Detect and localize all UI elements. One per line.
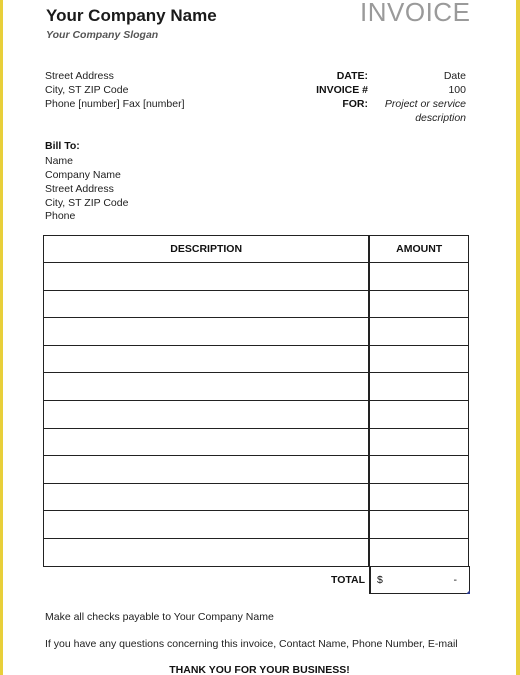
total-amount-cell[interactable] [369, 566, 470, 594]
amount-cell[interactable] [369, 345, 468, 373]
description-cell[interactable] [44, 511, 370, 539]
description-cell[interactable] [44, 538, 370, 566]
description-cell[interactable] [44, 428, 370, 456]
description-cell[interactable] [44, 290, 370, 318]
table-row [44, 373, 469, 401]
description-cell[interactable] [44, 456, 370, 484]
description-header: DESCRIPTION [44, 236, 370, 263]
bill-to-name: Name [45, 155, 74, 167]
table-row [44, 290, 469, 318]
description-cell[interactable] [44, 483, 370, 511]
table-row [44, 400, 469, 428]
line-items-table [43, 235, 469, 567]
company-city: City, ST ZIP Code [45, 84, 129, 96]
total-value: - [453, 574, 457, 586]
company-phone-fax: Phone [number] Fax [number] [45, 98, 185, 110]
thank-you-note: THANK YOU FOR YOUR BUSINESS! [169, 664, 350, 675]
line-items-body [44, 263, 469, 567]
bill-to-phone: Phone [45, 210, 76, 222]
bill-to-street: Street Address [45, 183, 114, 195]
bill-to-city: City, ST ZIP Code [45, 197, 129, 209]
description-cell[interactable] [44, 263, 370, 291]
amount-cell[interactable] [369, 483, 468, 511]
amount-cell[interactable] [369, 373, 468, 401]
for-label: FOR: [342, 98, 368, 110]
description-cell[interactable] [44, 318, 370, 346]
description-cell[interactable] [44, 373, 370, 401]
table-row [44, 345, 469, 373]
description-cell[interactable] [44, 345, 370, 373]
date-label: DATE: [336, 70, 368, 82]
amount-cell[interactable] [369, 290, 468, 318]
date-value: Date [443, 70, 466, 82]
invoice-number-value: 100 [448, 84, 466, 96]
table-row [44, 263, 469, 291]
table-row [44, 428, 469, 456]
table-header-row [44, 236, 469, 263]
invoice-title: INVOICE [360, 0, 471, 27]
description-cell[interactable] [44, 400, 370, 428]
amount-cell[interactable] [369, 538, 468, 566]
amount-cell[interactable] [369, 318, 468, 346]
company-name: Your Company Name [46, 6, 217, 25]
company-slogan: Your Company Slogan [46, 29, 159, 41]
amount-cell[interactable] [369, 263, 468, 291]
table-row [44, 538, 469, 566]
table-row [44, 511, 469, 539]
amount-cell[interactable] [369, 428, 468, 456]
invoice-page [3, 0, 516, 675]
amount-header: AMOUNT [369, 236, 468, 263]
table-row [44, 456, 469, 484]
for-value-line1: Project or service [384, 98, 466, 110]
amount-cell[interactable] [369, 456, 468, 484]
bill-to-company: Company Name [45, 169, 121, 181]
bill-to-title: Bill To: [45, 140, 80, 152]
table-row [44, 318, 469, 346]
company-street: Street Address [45, 70, 114, 82]
amount-cell[interactable] [369, 511, 468, 539]
table-row [44, 483, 469, 511]
cell-corner-marker [466, 590, 470, 594]
amount-cell[interactable] [369, 400, 468, 428]
for-value-line2: description [415, 112, 466, 124]
total-currency: $ [377, 574, 383, 586]
invoice-number-label: INVOICE # [316, 84, 368, 96]
total-label: TOTAL [331, 574, 366, 586]
payable-note: Make all checks payable to Your Company Name [45, 611, 274, 623]
questions-note: If you have any questions concerning this invoice, Contact Name, Phone Number, E-mail [45, 638, 458, 650]
